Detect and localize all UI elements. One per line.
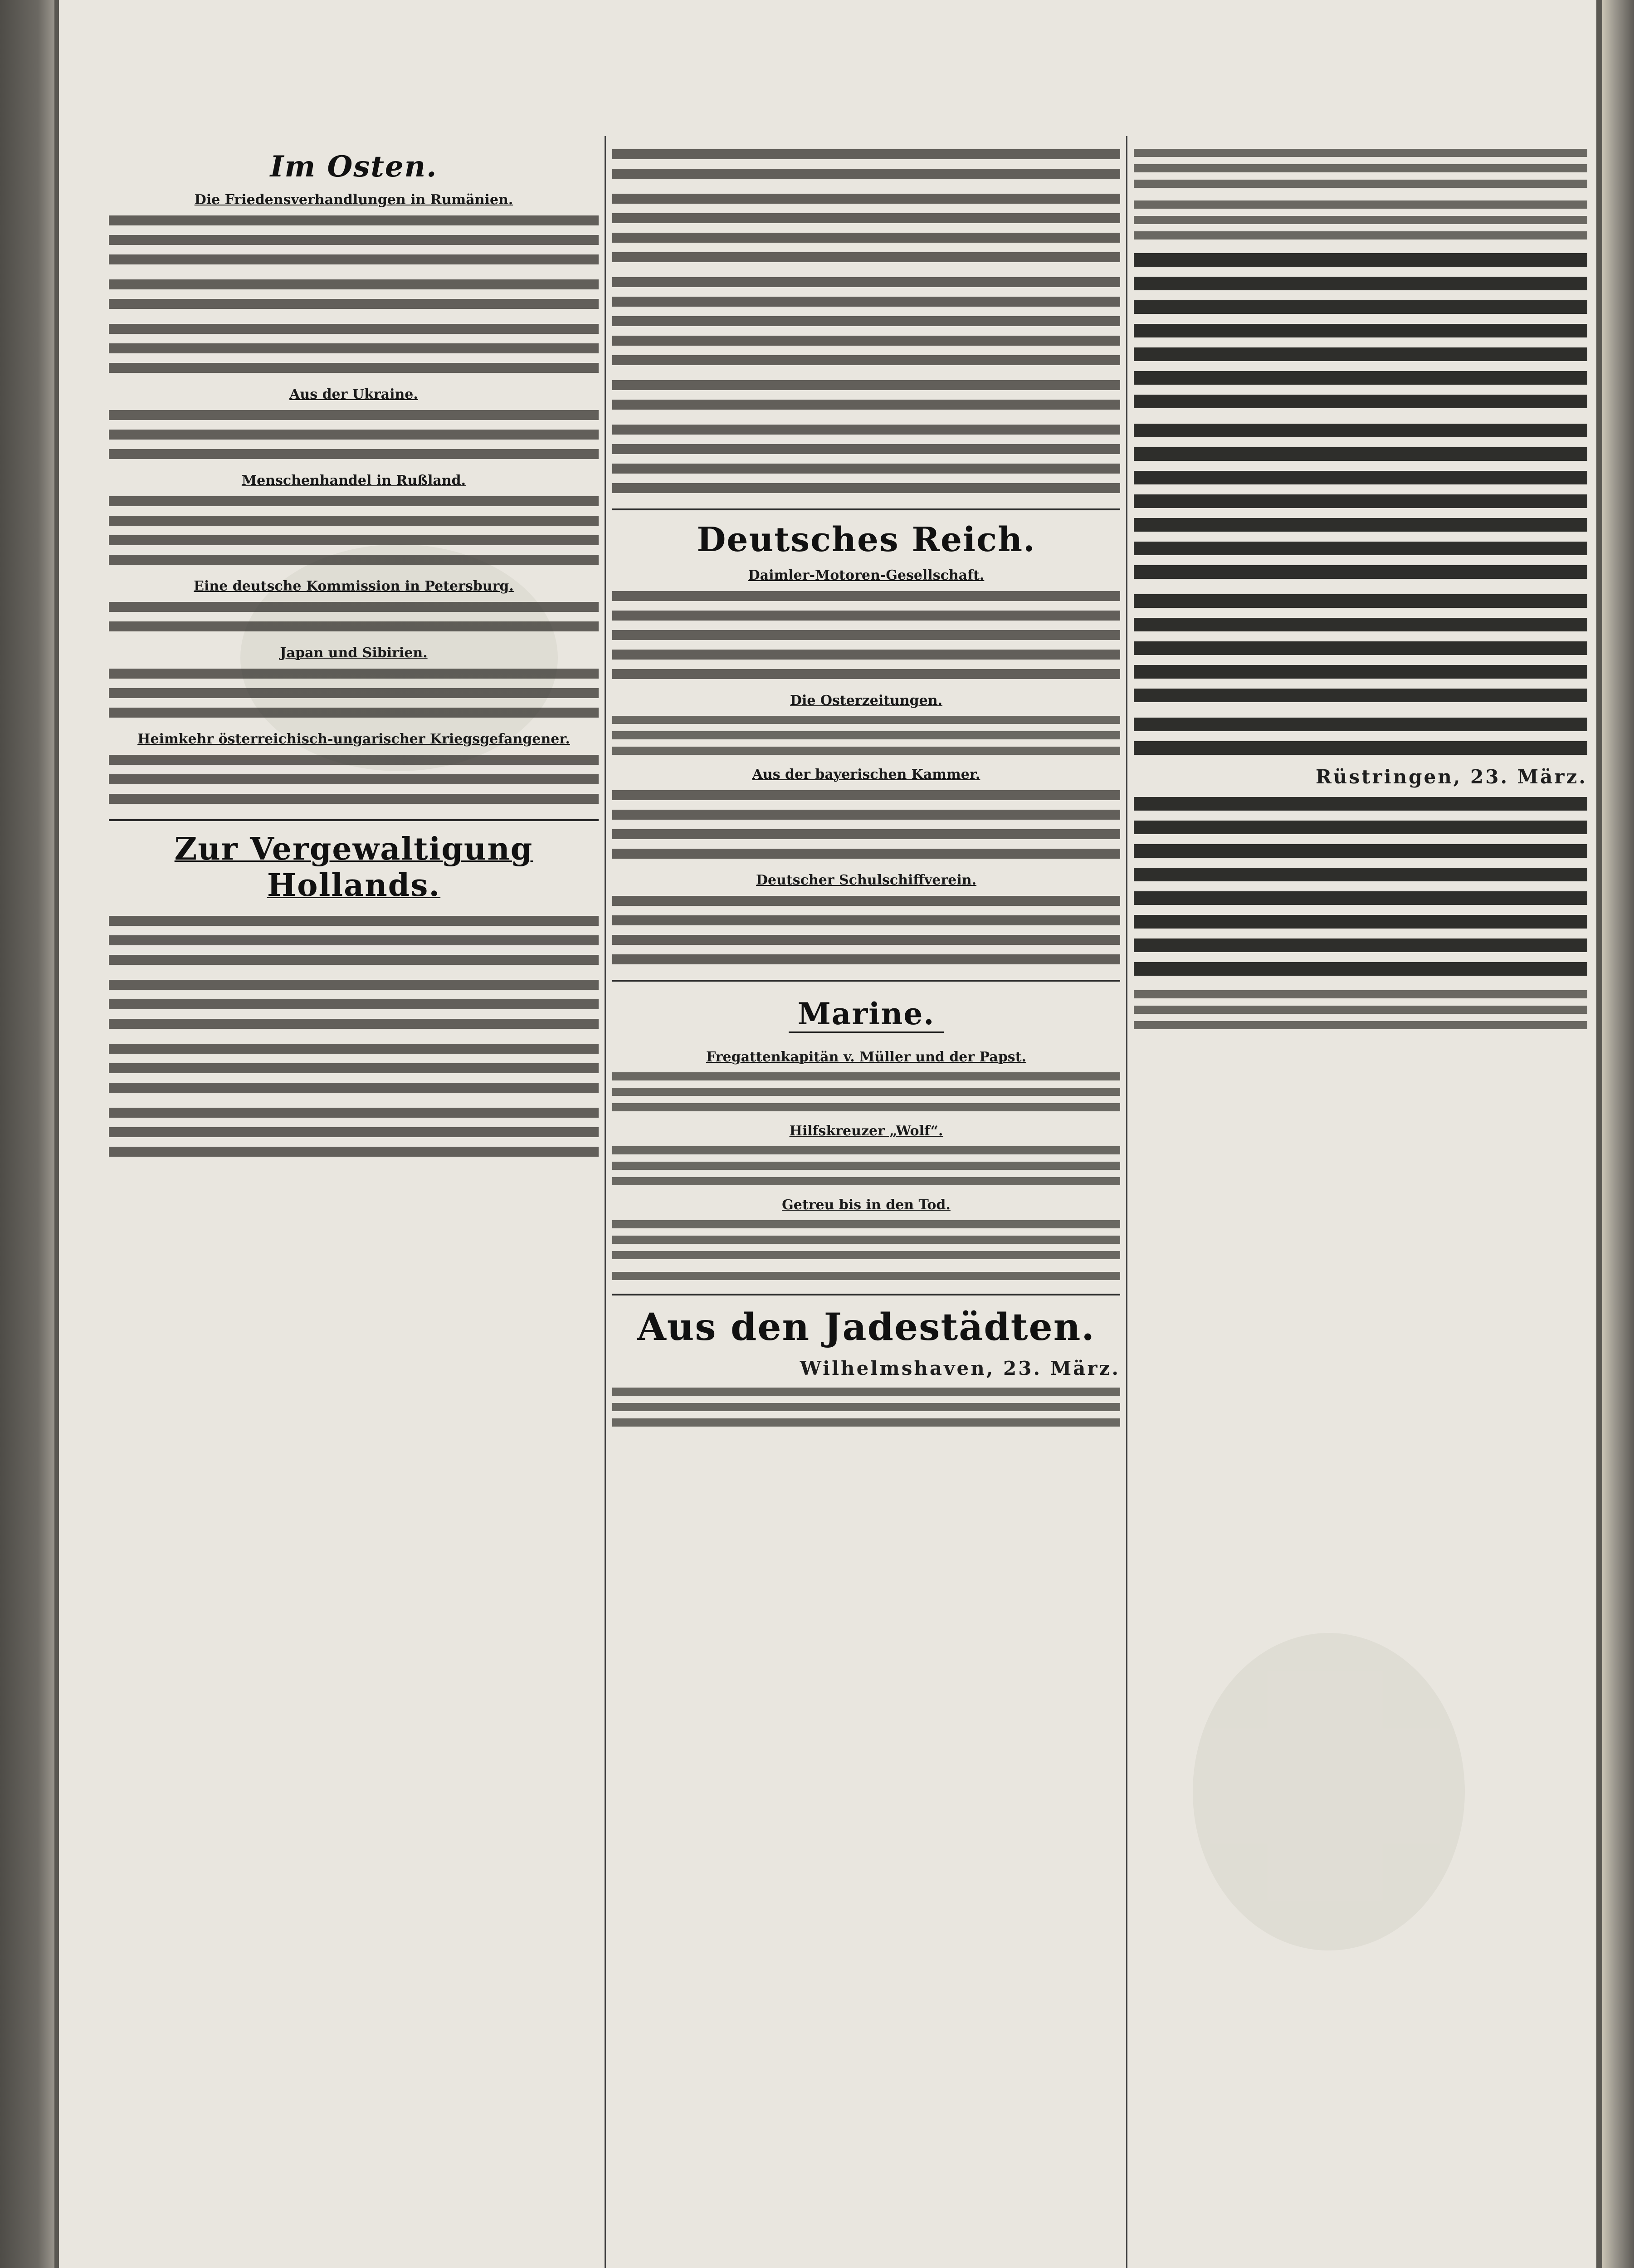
subheading: Die Friedensverhandlungen in Rumänien. xyxy=(194,192,513,208)
subheading: Heimkehr österreichisch-ungarischer Kriegsgefangener. xyxy=(137,731,570,747)
section-heading-holland: Zur Vergewaltigung Hollands. xyxy=(174,831,533,904)
section-divider xyxy=(612,980,1120,982)
section-heading-osten: Im Osten. xyxy=(270,150,438,184)
article-paragraph xyxy=(1134,419,1587,584)
article-paragraph xyxy=(109,912,599,970)
subheading: Hilfskreuzer „Wolf“. xyxy=(789,1123,943,1139)
article-paragraph xyxy=(612,786,1120,864)
article-paragraph xyxy=(109,1104,599,1162)
article-paragraph xyxy=(612,376,1120,415)
article-paragraph xyxy=(612,712,1120,758)
section-divider xyxy=(612,508,1120,510)
subheading: Aus der Ukraine. xyxy=(289,386,418,402)
article-paragraph xyxy=(109,275,599,314)
article-signature xyxy=(612,1268,1120,1284)
section-heading-deutsches-reich: Deutsches Reich. xyxy=(697,520,1036,559)
article-paragraph xyxy=(612,892,1120,970)
article-paragraph xyxy=(109,492,599,570)
article-paragraph xyxy=(612,273,1120,371)
column-rule xyxy=(605,136,606,2268)
scan-binding-edge-left xyxy=(0,0,54,2268)
subheading: Japan und Sibirien. xyxy=(280,645,428,661)
article-paragraph xyxy=(612,1384,1120,1430)
section-divider xyxy=(109,819,599,821)
article-paragraph xyxy=(612,1217,1120,1263)
article-paragraph xyxy=(109,598,599,637)
subheading: Aus der bayerischen Kammer. xyxy=(752,767,980,782)
dateline: Rüstringen, 23. März. xyxy=(1316,766,1587,788)
article-paragraph xyxy=(109,211,599,270)
article-paragraph xyxy=(612,420,1120,499)
article-paragraph xyxy=(109,665,599,723)
article-paragraph xyxy=(1134,792,1587,981)
article-paragraph xyxy=(1134,145,1587,191)
newspaper-page xyxy=(59,0,1596,2268)
subheading: Daimler-Motoren-Gesellschaft. xyxy=(748,567,985,583)
article-paragraph xyxy=(109,976,599,1034)
section-heading-jadestaedte: Aus den Jadestädten. xyxy=(637,1305,1095,1349)
article-paragraph xyxy=(612,190,1120,268)
column-middle xyxy=(612,145,1120,2268)
subheading: Fregattenkapitän v. Müller und der Papst. xyxy=(706,1049,1026,1065)
article-paragraph xyxy=(612,145,1120,184)
article-paragraph xyxy=(612,587,1120,684)
article-paragraph xyxy=(1134,197,1587,243)
subheading: Menschenhandel in Rußland. xyxy=(241,473,466,489)
subheading: Die Osterzeitungen. xyxy=(790,693,943,709)
subheading: Getreu bis in den Tod. xyxy=(782,1197,951,1213)
article-paragraph xyxy=(1134,713,1587,760)
column-right xyxy=(1134,145,1587,2268)
article-paragraph xyxy=(109,320,599,378)
article-paragraph xyxy=(612,1069,1120,1115)
section-divider xyxy=(612,1294,1120,1295)
article-paragraph xyxy=(109,751,599,809)
dateline: Wilhelmshaven, 23. März. xyxy=(800,1357,1120,1379)
column-left xyxy=(109,145,599,2268)
subheading: Eine deutsche Kommission in Petersburg. xyxy=(194,578,514,594)
article-paragraph xyxy=(1134,590,1587,708)
article-paragraph xyxy=(612,1143,1120,1189)
scan-edge-right xyxy=(1602,0,1634,2268)
article-paragraph xyxy=(1134,249,1587,414)
article-paragraph xyxy=(109,406,599,464)
article-paragraph xyxy=(1134,987,1587,1033)
article-paragraph xyxy=(109,1040,599,1098)
section-heading-marine: Marine. xyxy=(789,996,944,1033)
column-rule xyxy=(1126,136,1127,2268)
subheading: Deutscher Schulschiffverein. xyxy=(756,872,977,888)
